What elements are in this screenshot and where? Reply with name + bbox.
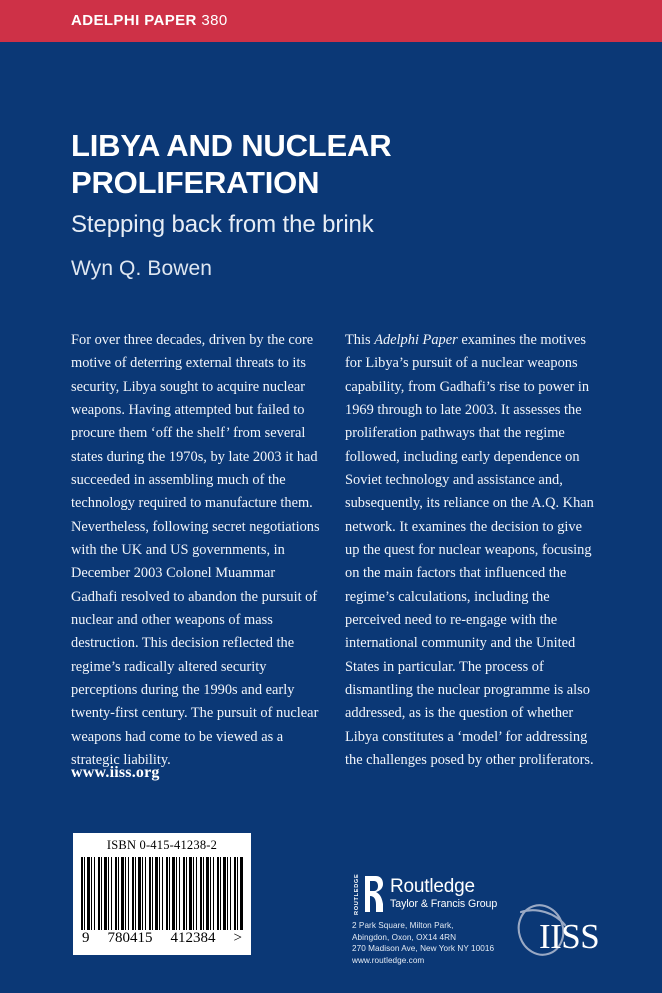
blurb-left-paragraph: For over three decades, driven by the core motive of deterring external threats to its security, Libya sought to acquire nuclear weapons. Having attempted but failed to procure them ‘off the shelf’ from several states during the 1970s, by late 2003 it had succeeded in assembling much of the technology required to manufacture them. Nevertheless, following secret negotiations with the UK and US governments, in December 2003 Colonel Muammar Gadhafi resolved to abandon the pursuit of nuclear and other weapons of mass destruction. This decision reflected the regime’s radically altered security perceptions during the 1990s and early twenty-first century. The pursuit of nuclear weapons had come to be viewed as a strategic liability.	[71, 332, 320, 768]
routledge-mark-icon	[352, 874, 383, 914]
iiss-globe-icon	[511, 903, 603, 961]
book-title-line-2: PROLIFERATION	[71, 164, 320, 200]
routledge-text	[390, 877, 497, 910]
series-number: 380	[201, 12, 228, 29]
iiss-website-url[interactable]: www.iiss.org	[71, 764, 160, 781]
barcode-digit-group-2: 780415	[107, 929, 153, 946]
series-band	[0, 0, 662, 42]
barcode-digit-group-1: 9	[82, 929, 90, 946]
publisher-address-line-3: 270 Madison Ave, New York NY 10016	[352, 944, 495, 954]
series-name: ADELPHI PAPER	[71, 12, 197, 29]
blurb-columns	[71, 329, 596, 772]
isbn-label: ISBN 0-415-41238-2	[106, 838, 218, 852]
routledge-logo	[352, 874, 522, 914]
blurb-column-right	[345, 329, 595, 772]
blurb-right-rest: examines the motives for Libya’s pursuit of a nuclear weapons capability, from Gadhafi’s rise to power in 1969 through to late 2003. It assesses the proliferation pathways that the regime followed, including early dependence on Soviet technology and assistance and, subsequently, its reliance on the A.Q. Khan network. It examines the decision to give up the quest for nuclear weapons, focusing on the main factors that influenced the regime’s calculations, including the perceived need to re-engage with the international community and the United States in particular. The process of dismantling the nuclear programme is also addressed, as is the question of whether Libya constitutes a ‘model’ for addressing the challenges posed by other proliferators.	[345, 332, 594, 768]
series-band-label	[71, 12, 228, 29]
barcode-digit-group-3: 412384	[170, 929, 216, 946]
blurb-column-left	[71, 329, 321, 772]
blurb-right-paragraph	[345, 329, 595, 772]
book-title-line-1: LIBYA AND NUCLEAR	[71, 128, 392, 163]
book-title	[71, 128, 551, 201]
blurb-right-lead: This	[345, 332, 375, 348]
publisher-address-line-4[interactable]: www.routledge.com	[352, 955, 425, 965]
barcode-bars	[81, 857, 243, 930]
blurb-right-italic-title: Adelphi Paper	[374, 332, 458, 348]
routledge-tagline: Taylor & Francis Group	[390, 897, 498, 910]
publisher-address-line-1: 2 Park Square, Milton Park,	[352, 921, 454, 930]
publisher-address-line-2: Abingdon, Oxon, OX14 4RN	[352, 932, 457, 942]
book-author: Wyn Q. Bowen	[71, 257, 213, 280]
barcode	[73, 833, 251, 955]
iiss-logo-text: IISS	[539, 917, 600, 956]
barcode-digits	[81, 931, 243, 947]
iiss-logo	[511, 903, 603, 961]
routledge-name: Routledge	[390, 876, 475, 898]
barcode-digit-group-4: >	[233, 929, 242, 946]
title-block	[71, 128, 551, 240]
publisher-block	[352, 874, 522, 967]
routledge-vertical-text: ROUTLEDGE	[354, 873, 360, 915]
publisher-address	[352, 920, 522, 967]
routledge-r-glyph-icon	[363, 874, 383, 914]
book-subtitle: Stepping back from the brink	[71, 211, 374, 239]
